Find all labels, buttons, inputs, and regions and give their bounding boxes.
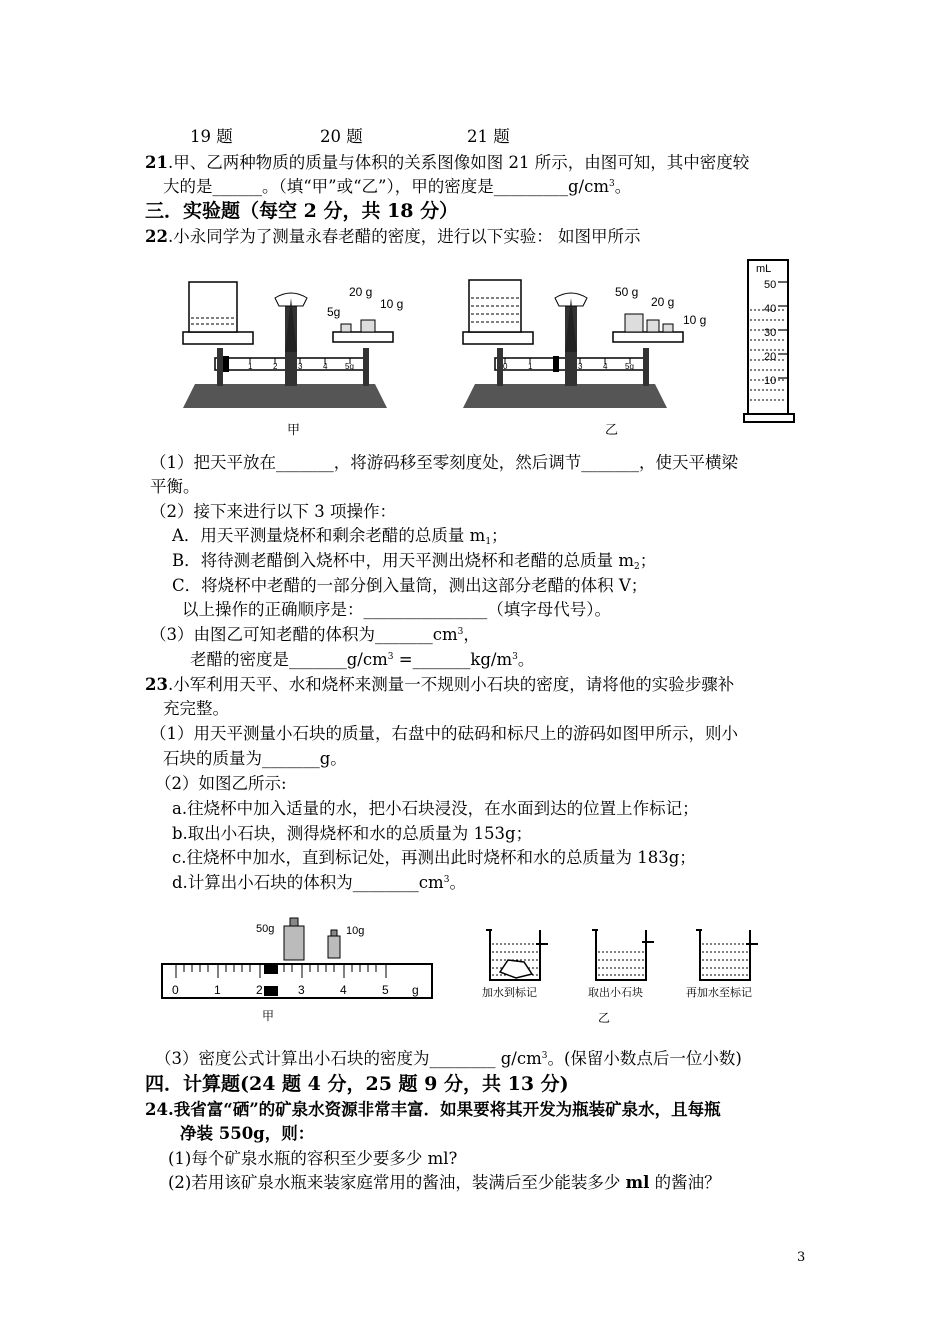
section-3-heading: 三．实验题（每空 2 分，共 18 分） xyxy=(145,200,459,222)
svg-text:5g: 5g xyxy=(625,362,634,371)
svg-text:40: 40 xyxy=(764,303,777,315)
svg-text:4: 4 xyxy=(340,983,347,997)
svg-text:20 g: 20 g xyxy=(349,285,373,299)
beakers-figure xyxy=(478,922,788,1027)
figure-label-yi-2: 乙 xyxy=(598,1011,611,1025)
page-number: 3 xyxy=(797,1250,806,1265)
balance-figure-jia xyxy=(175,262,404,442)
q23-step-a: a.往烧杯中加入适量的水，把小石块浸没，在水面到达的位置上作标记； xyxy=(172,799,699,818)
svg-text:50: 50 xyxy=(764,279,777,291)
svg-text:1: 1 xyxy=(528,362,533,371)
svg-text:4: 4 xyxy=(603,362,608,371)
svg-text:20: 20 xyxy=(764,351,777,363)
q23-part1-line2: 石块的质量为_______g。 xyxy=(163,749,347,768)
figure-label-yi: 乙 xyxy=(605,422,619,437)
q23-part2: （2）如图乙所示: xyxy=(155,774,287,793)
q22-part1-line1: （1）把天平放在_______，将游码移至零刻度处，然后调节_______，使天平横梁 xyxy=(150,453,738,472)
graduated-cylinder xyxy=(742,258,797,428)
svg-text:3: 3 xyxy=(298,362,303,371)
svg-text:10 g: 10 g xyxy=(380,297,404,311)
q22-option-a: A．用天平测量烧杯和剩余老醋的总质量 $m_1$； xyxy=(172,526,508,547)
svg-text:30: 30 xyxy=(764,327,777,339)
question-24-line1: 24.我省富“硒”的矿泉水资源非常丰富．如果要将其开发为瓶装矿泉水，且每瓶 xyxy=(145,1100,721,1119)
svg-text:0: 0 xyxy=(172,983,179,997)
svg-text:5g: 5g xyxy=(327,305,341,319)
section-4-heading: 四．计算题(24 题 4 分，25 题 9 分，共 13 分) xyxy=(145,1073,569,1095)
q23-step-c: c.往烧杯中加水，直到标记处，再测出此时烧杯和水的总质量为 183g； xyxy=(172,848,696,867)
svg-text:g: g xyxy=(412,983,419,997)
rider xyxy=(223,356,229,372)
question-21-line2: 大的是______。（填“甲”或“乙”），甲的密度是$\_\_\_\_\_\_\_\_\_g/cm^3$。 xyxy=(163,177,632,196)
svg-text:3: 3 xyxy=(578,362,583,371)
svg-text:取出小石块: 取出小石块 xyxy=(588,987,643,999)
svg-text:20 g: 20 g xyxy=(651,295,675,309)
figure-label-jia: 甲 xyxy=(287,422,301,437)
q22-option-c: C．将烧杯中老醋的一部分倒入量筒，测出这部分老醋的体积 V； xyxy=(172,576,648,595)
q22-order: 以上操作的正确顺序是：_______________（填字母代号）。 xyxy=(182,600,611,619)
svg-text:再加水至标记: 再加水至标记 xyxy=(686,987,752,999)
svg-text:2: 2 xyxy=(256,983,263,997)
svg-text:50g: 50g xyxy=(256,923,275,935)
q24-sub1: (1)每个矿泉水瓶的容积至少要多少 ml? xyxy=(168,1149,458,1168)
q23-step-d: d.计算出小石块的体积为$\_\_\_\_\_\_\_\_cm^3$。 xyxy=(172,873,466,892)
q23-part1-line1: （1）用天平测量小石块的质量，右盘中的砝码和标尺上的游码如图甲所示，则小 xyxy=(150,724,738,743)
question-23-intro-line2: 充完整。 xyxy=(163,699,229,718)
balance-figure-yi xyxy=(455,262,707,442)
svg-text:2: 2 xyxy=(273,362,278,371)
svg-text:3: 3 xyxy=(298,983,305,997)
figure-label-jia-2: 甲 xyxy=(262,1009,275,1023)
rider-bottom xyxy=(264,986,278,996)
svg-text:5: 5 xyxy=(382,983,389,997)
question-21-line1: 21.甲、乙两种物质的质量与体积的关系图像如图 21 所示，由图可知，其中密度较 xyxy=(145,153,750,172)
figure-label-20: 20 题 xyxy=(320,127,363,146)
rider-scale-figure xyxy=(160,912,440,1027)
svg-text:5g: 5g xyxy=(345,362,354,371)
rider xyxy=(553,356,559,372)
q22-part3-line2: 老醋的密度是$\_\_\_\_\_\_\_g/cm^3$ $=\_\_\_\_\_\_\_kg/m^3$。 xyxy=(190,650,535,669)
figure-label-21: 21 题 xyxy=(467,127,510,146)
svg-text:1: 1 xyxy=(248,362,253,371)
q22-part1-line2: 平衡。 xyxy=(150,477,200,496)
q22-part3-line1: （3）由图乙可知老醋的体积为$\_\_\_\_\_\_\_cm^3$， xyxy=(150,625,480,644)
figure-label-19: 19 题 xyxy=(190,127,233,146)
svg-text:0: 0 xyxy=(503,362,508,371)
svg-text:10 g: 10 g xyxy=(683,313,707,327)
question-23-intro-line1: 23.小军利用天平、水和烧杯来测量一不规则小石块的密度，请将他的实验步骤补 xyxy=(145,675,735,694)
q22-option-b: B．将待测老醋倒入烧杯中，用天平测出烧杯和老醋的总质量 $m_2$； xyxy=(172,551,657,572)
svg-text:50 g: 50 g xyxy=(615,285,639,299)
q22-part2: （2）接下来进行以下 3 项操作： xyxy=(150,502,396,521)
svg-text:mL: mL xyxy=(756,263,772,275)
svg-text:1: 1 xyxy=(214,983,221,997)
svg-text:4: 4 xyxy=(323,362,328,371)
rider-top xyxy=(264,964,278,974)
svg-text:加水到标记: 加水到标记 xyxy=(482,987,537,999)
q23-step-b: b.取出小石块，测得烧杯和水的总质量为 153g； xyxy=(172,824,533,843)
question-24-line2: 净装 550g，则： xyxy=(180,1124,315,1143)
question-22-intro: 22.小永同学为了测量永春老醋的密度，进行以下实验： 如图甲所示 xyxy=(145,227,641,246)
svg-text:10g: 10g xyxy=(346,925,365,937)
svg-text:10: 10 xyxy=(764,375,777,387)
q24-sub2: (2)若用该矿泉水瓶来装家庭常用的酱油，装满后至少能装多少 ml 的酱油？ xyxy=(168,1173,721,1192)
q23-part3: （3）密度公式计算出小石块的密度为________ $g/cm^3$。(保留小数点后一位小数) xyxy=(155,1049,742,1068)
